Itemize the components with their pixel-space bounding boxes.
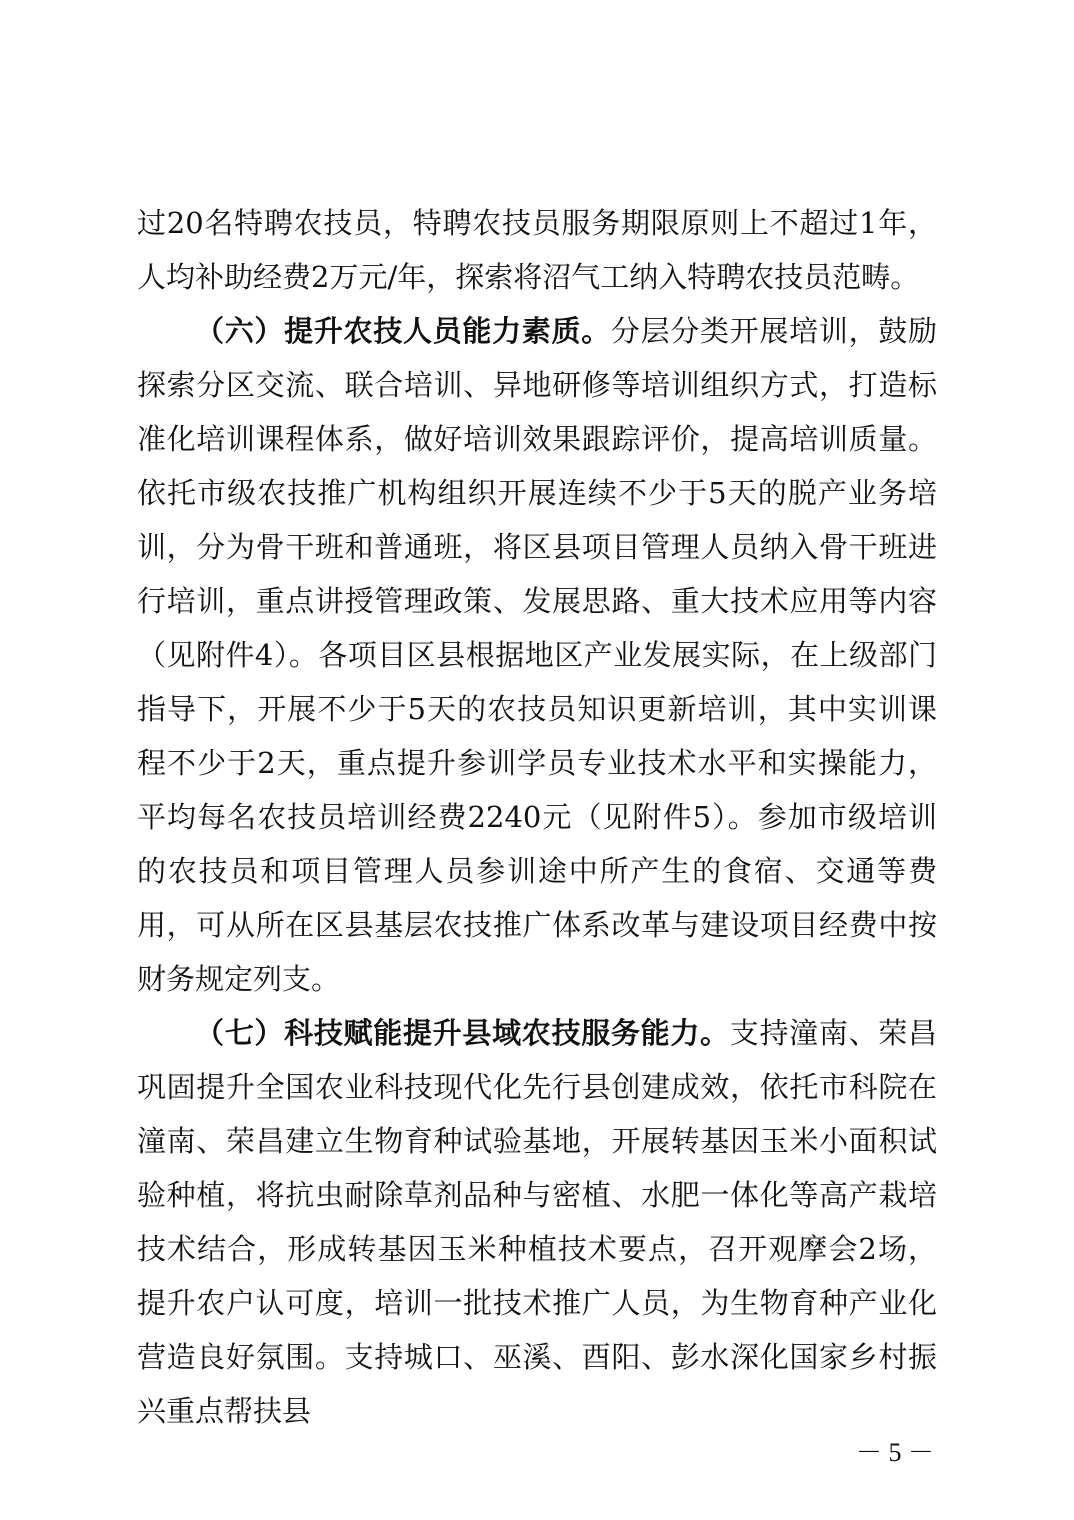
paragraph-section-6 — [137, 304, 937, 1006]
section-heading-6: （六）提升农技人员能力素质。 — [195, 314, 611, 348]
page-number: － 5 － — [855, 1438, 934, 1467]
paragraph-text: 分层分类开展培训，鼓励探索分区交流、联合培训、异地研修等培训组织方式，打造标准化培训课程体系，做好培训效果跟踪评价，提高培训质量。依托市级农技推广机构组织开展连续不少于5天的脱产业务培训，分为骨干班和普通班，将区县项目管理人员纳入骨干班进行培训，重点讲授管理政策、发展思路、重大技术应用等内容（见附件4）。各项目区县根据地区产业发展实际，在上级部门指导下，开展不少于5天的农技员知识更新培训，其中实训课程不少于2天，重点提升参训学员专业技术水平和实操能力，平均每名农技员培训经费2240元（见附件5）。参加市级培训的农技员和项目管理人员参训途中所产生的食宿、交通等费用，可从所在区县基层农技推广体系改革与建设项目经费中按财务规定列支。 — [137, 314, 937, 996]
document-body — [137, 196, 937, 1438]
paragraph-section-7 — [137, 1006, 937, 1438]
section-heading-7: （七）科技赋能提升县域农技服务能力。 — [195, 1016, 730, 1050]
paragraph-text: 支持潼南、荣昌巩固提升全国农业科技现代化先行县创建成效，依托市科院在潼南、荣昌建立生物育种试验基地，开展转基因玉米小面积试验种植，将抗虫耐除草剂品种与密植、水肥一体化等高产栽培技术结合，形成转基因玉米种植技术要点，召开观摩会2场，提升农户认可度，培训一批技术推广人员，为生物育种产业化营造良好氛围。支持城口、巫溪、酉阳、彭水深化国家乡村振兴重点帮扶县 — [137, 1016, 937, 1428]
paragraph-text: 过20名特聘农技员，特聘农技员服务期限原则上不超过1年，人均补助经费2万元/年，探索将沼气工纳入特聘农技员范畴。 — [137, 206, 937, 294]
paragraph-continuation — [137, 196, 937, 304]
